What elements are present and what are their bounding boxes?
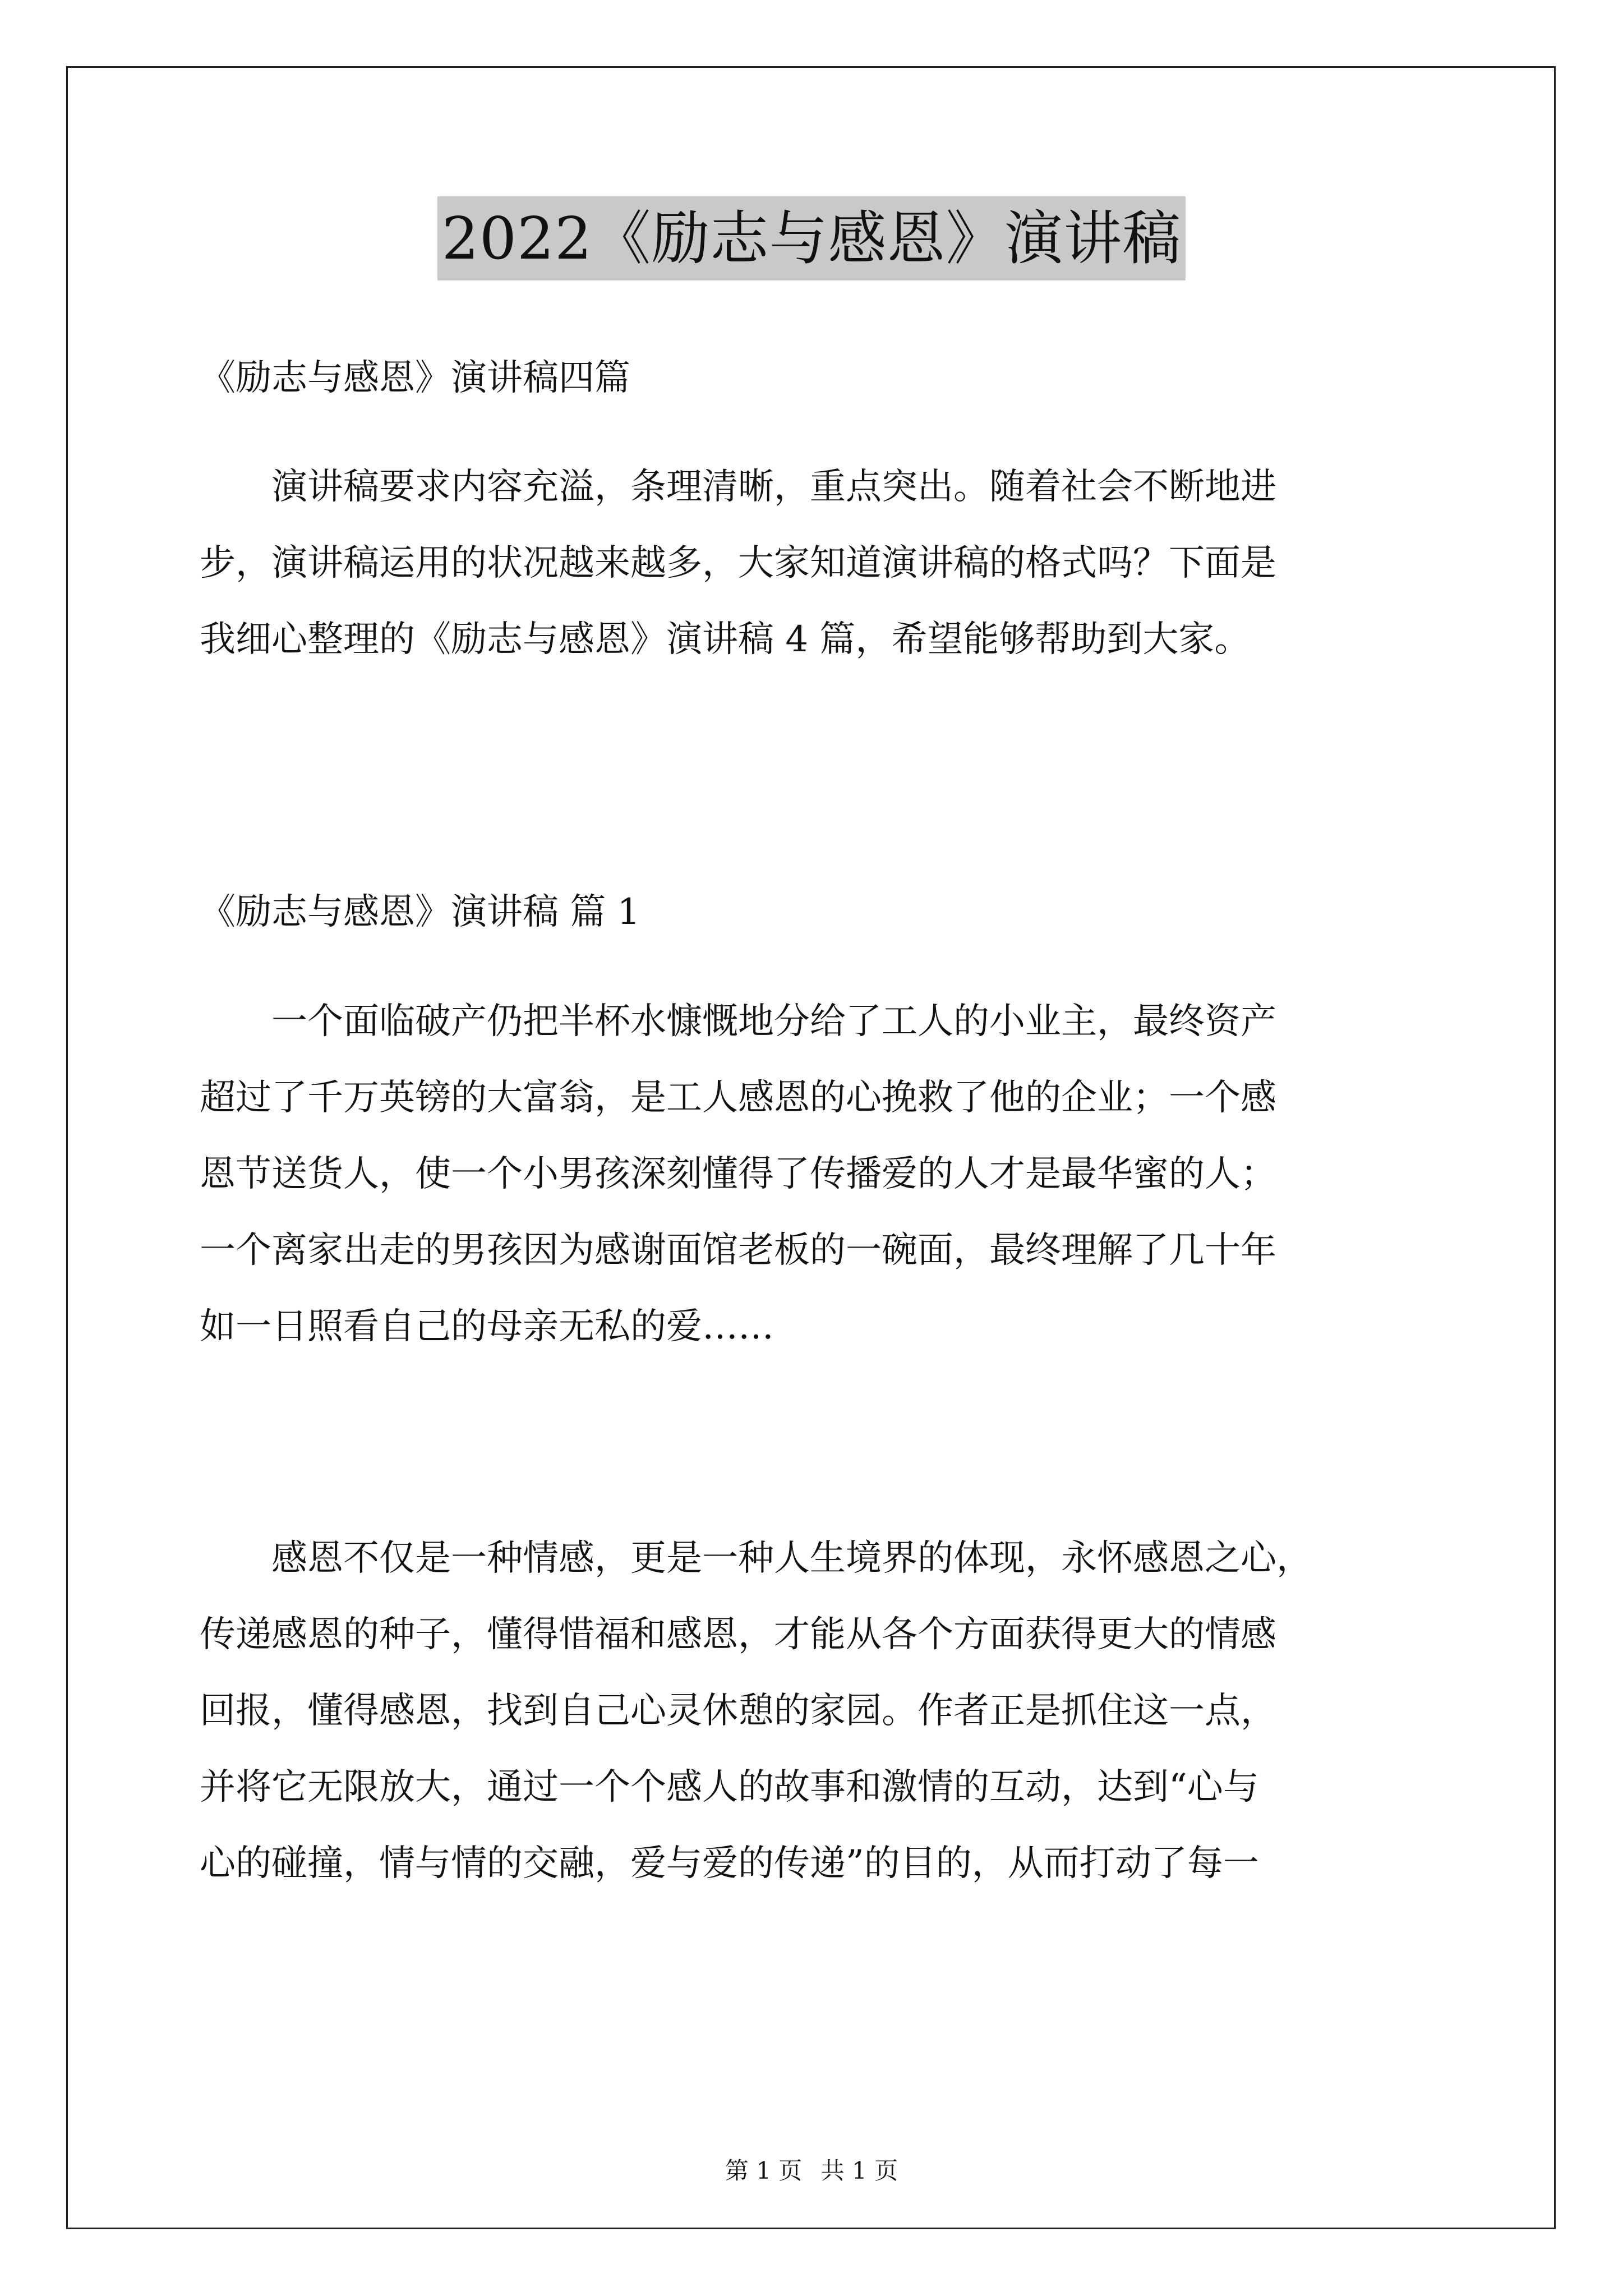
paragraph-line: 传递感恩的种子，懂得惜福和感恩，才能从各个方面获得更大的情感 (200, 1614, 1276, 1655)
paragraph-line: 恩节送货人，使一个小男孩深刻懂得了传播爱的人才是最华蜜的人； (200, 1153, 1276, 1195)
paragraph-line: 一个面临破产仍把半杯水慷慨地分给了工人的小业主，最终资产 (200, 1001, 1276, 1042)
page-total: 共 1 页 (820, 2157, 898, 2184)
paragraph-line: 如一日照看自己的母亲无私的爱…… (200, 1306, 774, 1347)
intro-paragraph (200, 449, 1433, 678)
paragraph-line: 回报，懂得感恩，找到自己心灵休憩的家园。作者正是抓住这一点， (200, 1690, 1276, 1732)
paragraph-1 (200, 983, 1433, 1365)
paragraph-line: 感恩不仅是一种情感，更是一种人生境界的体现，永怀感恩之心， (200, 1538, 1312, 1579)
paragraph-line: 心的碰撞，情与情的交融，爱与爱的传递”的目的，从而打动了每一 (200, 1843, 1259, 1884)
paragraph-2 (200, 1520, 1433, 1902)
intro-line: 演讲稿要求内容充溢，条理清晰，重点突出。随着社会不断地进 (200, 466, 1276, 508)
page-number: 第 1 页 (725, 2157, 803, 2184)
page-footer (0, 2154, 1623, 2188)
intro-line: 步，演讲稿运用的状况越来越多，大家知道演讲稿的格式吗？下面是 (200, 542, 1276, 584)
paragraph-line: 并将它无限放大，通过一个个感人的故事和激情的互动，达到“心与 (200, 1766, 1259, 1808)
paragraph-line: 超过了千万英镑的大富翁，是工人感恩的心挽救了他的企业；一个感 (200, 1077, 1276, 1119)
document-subtitle: 《励志与感恩》演讲稿四篇 (200, 357, 630, 399)
paragraph-line: 一个离家出走的男孩因为感谢面馆老板的一碗面，最终理解了几十年 (200, 1230, 1276, 1271)
section-heading: 《励志与感恩》演讲稿 篇 1 (200, 891, 640, 933)
title-container (0, 196, 1623, 280)
document-title: 2022《励志与感恩》演讲稿 (437, 196, 1186, 280)
intro-line: 我细心整理的《励志与感恩》演讲稿 4 篇，希望能够帮助到大家。 (200, 619, 1251, 660)
